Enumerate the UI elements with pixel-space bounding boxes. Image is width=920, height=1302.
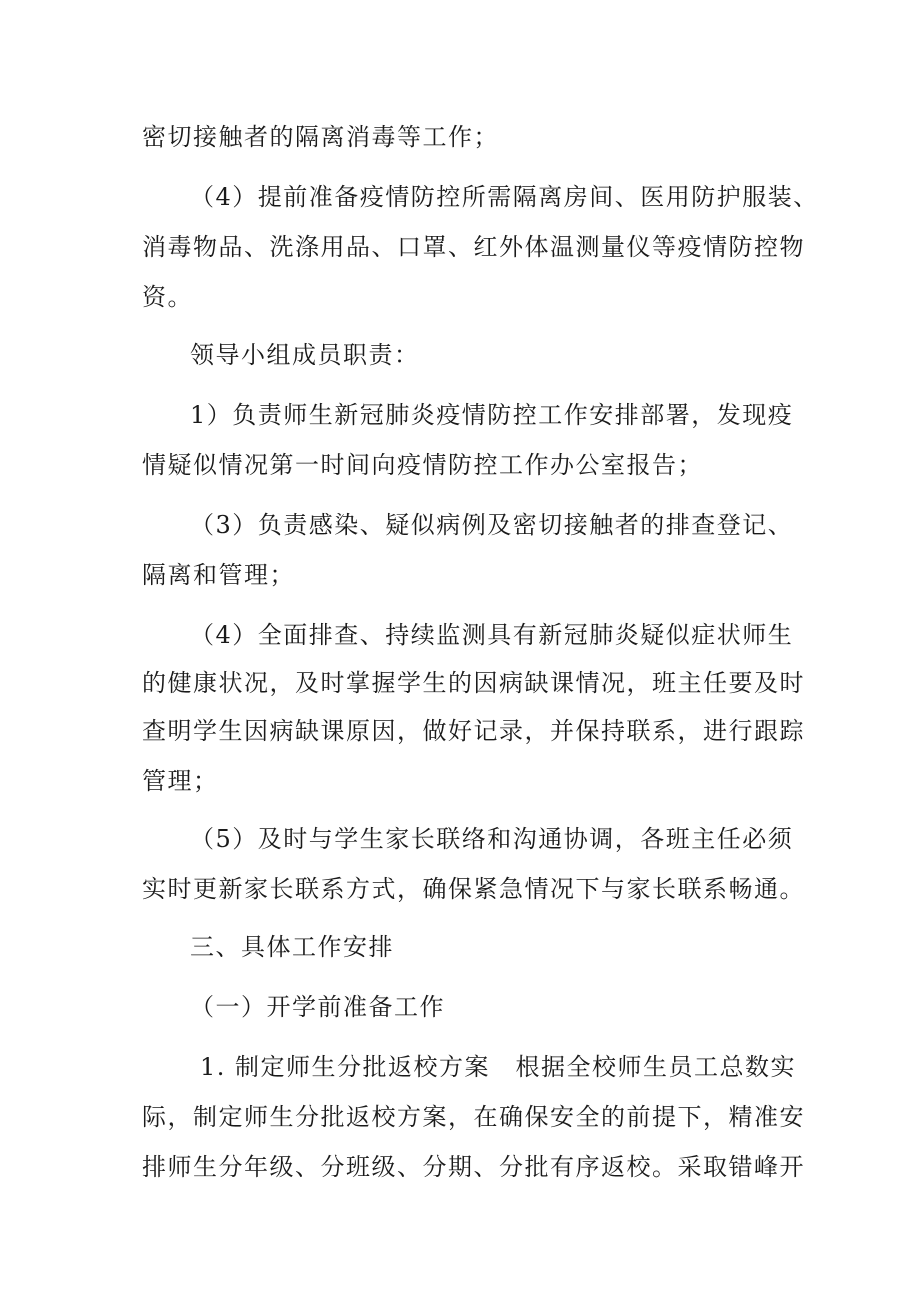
text-line: 隔离和管理；: [142, 561, 295, 589]
text-line: 1. 制定师生分批返校方案 根据全校师生员工总数实: [200, 1053, 797, 1081]
text-line: 资。: [142, 283, 193, 311]
text-line: （5）及时与学生家长联络和沟通协调，各班主任必须: [190, 825, 794, 853]
text-line: 1）负责师生新冠肺炎疫情防控工作安排部署，发现疫: [190, 401, 794, 429]
text-line: （4）全面排查、持续监测具有新冠肺炎疑似症状师生: [190, 621, 794, 649]
section-heading: 领导小组成员职责：: [190, 341, 420, 369]
text-line: 实时更新家长联系方式，确保紧急情况下与家长联系畅通。: [142, 875, 805, 903]
text-line: 消毒物品、洗涤用品、口罩、红外体温测量仪等疫情防控物: [142, 233, 805, 261]
text-line: 查明学生因病缺课原因，做好记录，并保持联系，进行跟踪: [142, 717, 805, 745]
text-line: 际，制定师生分批返校方案，在确保安全的前提下，精准安: [142, 1103, 805, 1131]
section-heading: 三、具体工作安排: [190, 933, 394, 961]
text-line: 排师生分年级、分班级、分期、分批有序返校。采取错峰开: [142, 1153, 805, 1181]
text-line: （3）负责感染、疑似病例及密切接触者的排查登记、: [190, 511, 794, 539]
text-line: 情疑似情况第一时间向疫情防控工作办公室报告；: [142, 451, 703, 479]
text-line: 管理；: [142, 767, 219, 795]
text-line: （4）提前准备疫情防控所需隔离房间、医用防护服装、: [190, 183, 819, 211]
subsection-heading: （一）开学前准备工作: [190, 993, 445, 1021]
text-line: 密切接触者的隔离消毒等工作；: [142, 123, 499, 151]
text-line: 的健康状况，及时掌握学生的因病缺课情况，班主任要及时: [142, 669, 805, 697]
